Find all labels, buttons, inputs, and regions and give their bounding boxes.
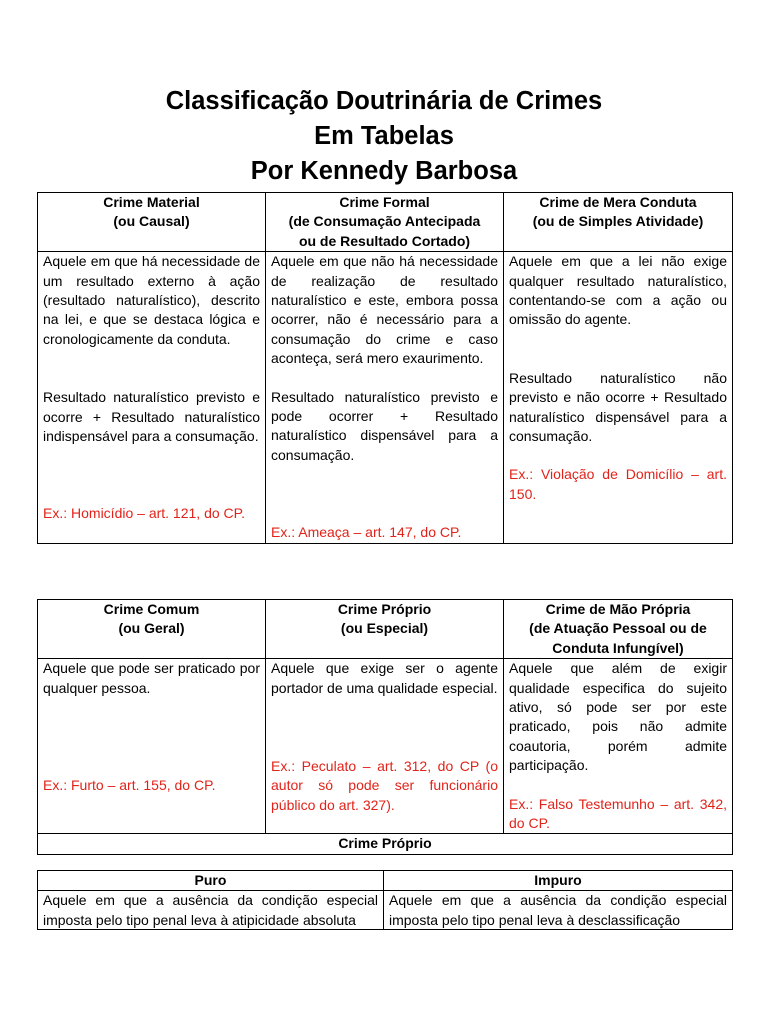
subtable-title-row <box>38 834 733 854</box>
cell-mao-propria <box>504 659 733 834</box>
definition-text: Aquele que exige ser o agente portador de uma qualidade especial. <box>271 660 498 696</box>
definition-text: Aquele em que a ausência da condição especial imposta pelo tipo penal leva à atipicidade absoluta <box>43 892 378 928</box>
cell-proprio <box>266 659 504 834</box>
cell-material <box>38 252 266 543</box>
table-row <box>38 891 733 930</box>
header-crime-formal: Crime Formal (de Consumação Antecipada ou de Resultado Cortado) <box>266 193 504 252</box>
crime-result-table <box>37 192 733 544</box>
header-puro: Puro <box>38 871 384 891</box>
title-line-3: Por Kennedy Barbosa <box>250 157 518 185</box>
title-line-2: Em Tabelas <box>314 122 454 150</box>
cell-formal <box>266 252 504 543</box>
cell-puro <box>38 891 384 930</box>
table-header-row <box>38 600 733 659</box>
cell-impuro <box>384 891 733 930</box>
subtable-title: Crime Próprio <box>38 834 733 854</box>
header-crime-comum: Crime Comum (ou Geral) <box>38 600 266 659</box>
definition-text: Aquele em que há necessidade de um resultado externo à ação (resultado naturalístico), descrito na lei, e que se destaca lógica e cronologicamente da conduta. <box>43 253 260 347</box>
definition-text: Aquele em que não há necessidade de realização de resultado naturalístico e este, embora possa ocorrer, não é necessário para a consumação do crime e caso aconteça, será mero exaurimento. <box>271 253 498 367</box>
result-text: Resultado naturalístico não previsto e não ocorre + Resultado naturalístico dispensável para a consumação. <box>509 369 727 445</box>
cell-mera-conduta <box>504 252 733 543</box>
result-text: Resultado naturalístico previsto e pode ocorrer + Resultado naturalístico dispensável para a consumação. <box>271 388 498 463</box>
header-crime-material: Crime Material (ou Causal) <box>38 193 266 252</box>
crime-subject-table <box>37 599 733 855</box>
example-text: Ex.: Furto – art. 155, do CP. <box>43 777 216 794</box>
definition-text: Aquele que pode ser praticado por qualquer pessoa. <box>43 660 260 696</box>
table-row <box>38 659 733 834</box>
header-impuro: Impuro <box>384 871 733 891</box>
header-crime-mao-propria: Crime de Mão Própria (de Atuação Pessoal ou de Conduta Infungível) <box>504 600 733 659</box>
result-text: Resultado naturalístico previsto e ocorre + Resultado naturalístico indispensável para a consumação. <box>43 389 260 445</box>
cell-comum <box>38 659 266 834</box>
definition-text: Aquele em que a lei não exige qualquer resultado naturalístico, contentando-se com a ação ou omissão do agente. <box>509 253 727 328</box>
header-crime-proprio: Crime Próprio (ou Especial) <box>266 600 504 659</box>
title-line-1: Classificação Doutrinária de Crimes <box>165 87 603 115</box>
example-text: Ex.: Ameaça – art. 147, do CP. <box>271 524 462 541</box>
table-header-row <box>38 871 733 891</box>
example-text: Ex.: Homicídio – art. 121, do CP. <box>43 505 246 522</box>
header-crime-mera-conduta: Crime de Mera Conduta (ou de Simples Atividade) <box>504 193 733 252</box>
table-header-row <box>38 193 733 252</box>
example-text: Ex.: Falso Testemunho – art. 342, do CP. <box>509 795 727 832</box>
crime-proprio-subtable <box>37 870 733 930</box>
example-text: Ex.: Peculato – art. 312, do CP (o autor só pode ser funcionário público do art. 327). <box>271 758 498 813</box>
example-text: Ex.: Violação de Domicílio – art. 150. <box>509 466 727 502</box>
definition-text: Aquele em que a ausência da condição especial imposta pelo tipo penal leva à desclassificação <box>389 892 727 928</box>
table-row <box>38 252 733 543</box>
definition-text: Aquele que além de exigir qualidade especifica do sujeito ativo, só pode ser por este praticado, pois não admite coautoria, porém admite participação. <box>509 660 727 774</box>
document-title <box>0 84 768 189</box>
